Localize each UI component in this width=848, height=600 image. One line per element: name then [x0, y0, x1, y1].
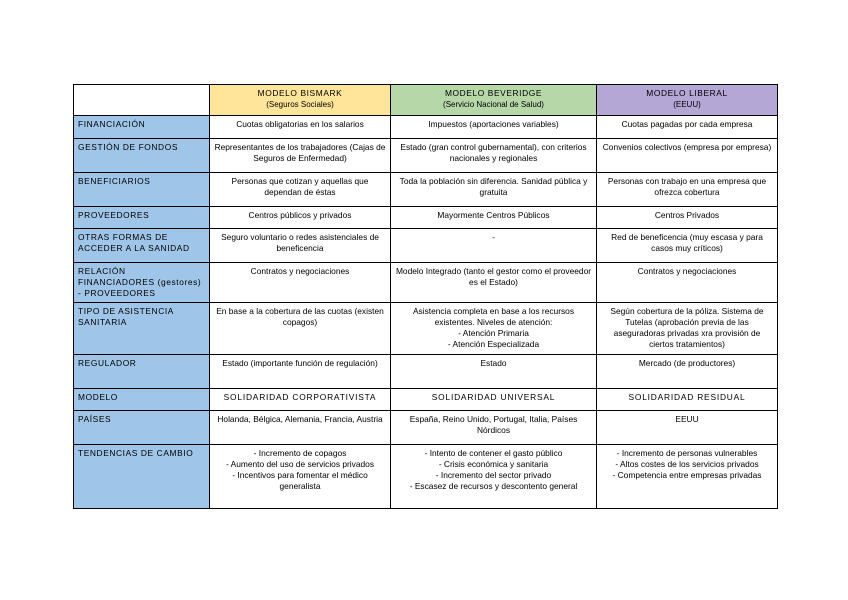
cell-bismark: Cuotas obligatorias en los salarios: [210, 116, 391, 139]
cell-liberal: EEUU: [597, 411, 778, 445]
cell-liberal: Mercado (de productores): [597, 355, 778, 389]
row-label-tipo-asistencia: TIPO DE ASISTENCIA SANITARIA: [74, 303, 210, 355]
header-bismark-title: MODELO BISMARK: [257, 88, 343, 98]
header-beveridge-subtitle: (Servicio Nacional de Salud): [443, 100, 544, 109]
trends-list-beveridge: [395, 448, 592, 492]
list-item: - Incremento de personas vulnerables: [616, 448, 758, 458]
list-item: - Atención Especializada: [447, 339, 540, 349]
cell-beveridge: SOLIDARIDAD UNIVERSAL: [391, 389, 597, 411]
table-row: [74, 116, 778, 139]
cell-liberal: Según cobertura de la póliza. Sistema de Tutelas (aprobación previa de las aseguradoras privadas xra provisión de ciertos tratamientos): [597, 303, 778, 355]
corner-cell: [74, 85, 210, 116]
cell-beveridge: Estado: [391, 355, 597, 389]
cell-bismark: Representantes de los trabajadores (Cajas de Seguros de Enfermedad): [210, 139, 391, 173]
list-item: - Escasez de recursos y descontento general: [409, 481, 578, 491]
cell-bismark: [210, 445, 391, 509]
list-item: - Altos costes de los servicios privados: [615, 459, 759, 469]
cell-liberal: Centros Privados: [597, 207, 778, 229]
cell-liberal: [597, 445, 778, 509]
cell-liberal: Red de beneficencia (muy escasa y para casos muy críticos): [597, 229, 778, 263]
cell-beveridge: [391, 445, 597, 509]
cell-beveridge-text: Asistencia completa en base a los recursos existentes. Niveles de atención:: [412, 306, 575, 327]
cell-liberal: Convenios colectivos (empresa por empresa): [597, 139, 778, 173]
row-label-gestion-fondos: GESTIÓN DE FONDOS: [74, 139, 210, 173]
cell-liberal: Personas con trabajo en una empresa que ofrezca cobertura: [597, 173, 778, 207]
cell-beveridge: Toda la población sin diferencia. Sanidad pública y gratuita: [391, 173, 597, 207]
cell-beveridge: Estado (gran control gubernamental), con criterios nacionales y regionales: [391, 139, 597, 173]
cell-beveridge: [391, 303, 597, 355]
list-item: - Aumento del uso de servicios privados: [225, 459, 375, 469]
cell-beveridge: Impuestos (aportaciones variables): [391, 116, 597, 139]
header-beveridge-title: MODELO BEVERIDGE: [444, 88, 543, 98]
row-label-regulador: REGULADOR: [74, 355, 210, 389]
cell-liberal: Cuotas pagadas por cada empresa: [597, 116, 778, 139]
cell-bismark: Estado (importante función de regulación): [210, 355, 391, 389]
cell-bismark: Holanda, Bélgica, Alemania, Francia, Austria: [210, 411, 391, 445]
header-beveridge: [391, 85, 597, 116]
header-row: [74, 85, 778, 116]
table-row: [74, 355, 778, 389]
row-label-paises: PAÍSES: [74, 411, 210, 445]
header-liberal: [597, 85, 778, 116]
cell-liberal: Contratos y negociaciones: [597, 263, 778, 303]
cell-beveridge: España, Reino Unido, Portugal, Italia, Países Nórdicos: [391, 411, 597, 445]
cell-bismark: Centros públicos y privados: [210, 207, 391, 229]
health-models-table: [73, 84, 778, 509]
cell-bismark: SOLIDARIDAD CORPORATIVISTA: [210, 389, 391, 411]
cell-bismark: Seguro voluntario o redes asistenciales de beneficencia: [210, 229, 391, 263]
row-label-financiacion: FINANCIACIÓN: [74, 116, 210, 139]
table-row: [74, 207, 778, 229]
cell-beveridge: Mayormente Centros Públicos: [391, 207, 597, 229]
list-item: - Crisis económica y sanitaria: [438, 459, 549, 469]
list-item: - Incentivos para fomentar el médico generalista: [232, 470, 368, 491]
list-item: - Intento de contener el gasto público: [424, 448, 563, 458]
cell-beveridge: Modelo Integrado (tanto el gestor como el proveedor es el Estado): [391, 263, 597, 303]
header-bismark: [210, 85, 391, 116]
cell-beveridge: -: [391, 229, 597, 263]
list-item: - Atención Primaria: [458, 328, 529, 338]
header-bismark-subtitle: (Seguros Sociales): [266, 100, 334, 109]
table-row: [74, 263, 778, 303]
table-row: [74, 303, 778, 355]
row-label-tendencias: TENDENCIAS DE CAMBIO: [74, 445, 210, 509]
cell-bismark: En base a la cobertura de las cuotas (existen copagos): [210, 303, 391, 355]
table-row: [74, 389, 778, 411]
cell-bismark: Contratos y negociaciones: [210, 263, 391, 303]
table-row: [74, 173, 778, 207]
row-label-beneficiarios: BENEFICIARIOS: [74, 173, 210, 207]
row-label-proveedores: PROVEEDORES: [74, 207, 210, 229]
cell-bismark: Personas que cotizan y aquellas que dependan de éstas: [210, 173, 391, 207]
row-label-otras-formas: OTRAS FORMAS DE ACCEDER A LA SANIDAD: [74, 229, 210, 263]
header-liberal-title: MODELO LIBERAL: [646, 88, 728, 98]
list-item: - Incremento del sector privado: [435, 470, 552, 480]
list-item: - Competencia entre empresas privadas: [612, 470, 762, 480]
row-label-modelo: MODELO: [74, 389, 210, 411]
cell-liberal: SOLIDARIDAD RESIDUAL: [597, 389, 778, 411]
table-row: [74, 139, 778, 173]
table-row: [74, 411, 778, 445]
trends-list-liberal: [601, 448, 773, 481]
trends-list-bismark: [214, 448, 386, 492]
list-item: - Incremento de copagos: [253, 448, 347, 458]
attention-levels-list: [395, 328, 592, 350]
table-row: [74, 229, 778, 263]
row-label-relacion: RELACIÓN FINANCIADORES (gestores) - PROVEEDORES: [74, 263, 210, 303]
header-liberal-subtitle: (EEUU): [673, 100, 701, 109]
table-row: [74, 445, 778, 509]
